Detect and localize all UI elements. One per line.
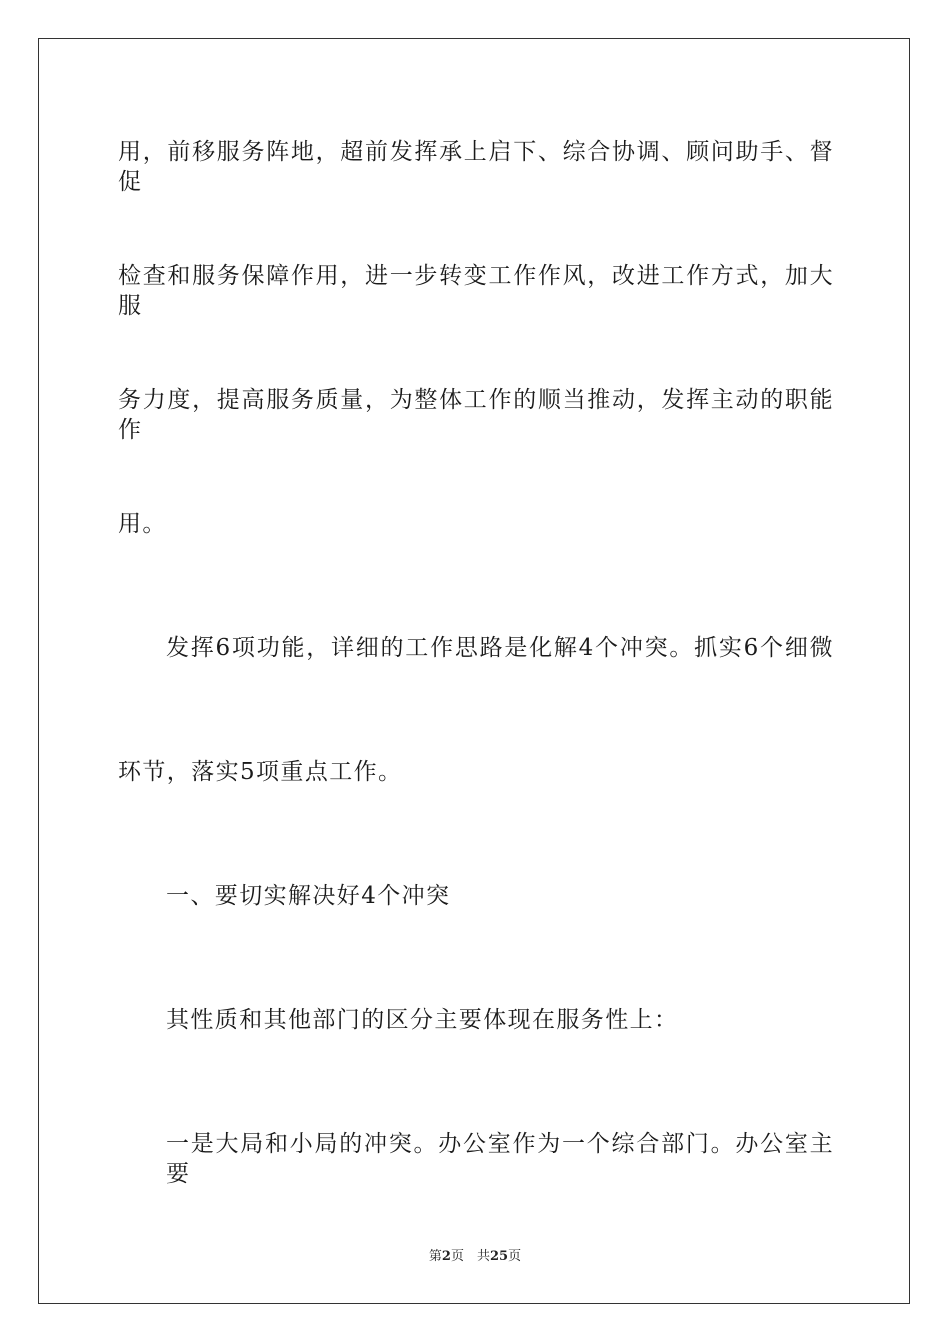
footer-page-suffix: 页 [508,1249,522,1264]
body-line-2: 检查和服务保障作用，进一步转变工作作风，改进工作方式，加大服 [118,263,834,319]
footer-page-prefix: 第 [428,1249,442,1264]
body-line-1: 用，前移服务阵地，超前发挥承上启下、综合协调、顾问助手、督促 [118,139,834,195]
page-border [38,38,910,1304]
body-line-4: 用。 [118,511,167,537]
footer-page-current: 2 [441,1249,451,1264]
body-line-8: 其性质和其他部门的区分主要体现在服务性上： [166,1007,679,1033]
section-heading: 一、要切实解决好4个冲突 [166,883,451,909]
footer-page-mid: 页 共 [450,1249,490,1264]
body-line-5: 发挥6项功能，详细的工作思路是化解4个冲突。抓实6个细微 [166,635,834,661]
page-footer [0,1248,950,1266]
body-line-6: 环节，落实5项重点工作。 [118,759,403,785]
body-line-9: 一是大局和小局的冲突。办公室作为一个综合部门。办公室主要 [166,1131,834,1187]
footer-page-total: 25 [489,1249,509,1264]
body-line-3: 务力度，提高服务质量，为整体工作的顺当推动，发挥主动的职能作 [118,387,834,443]
